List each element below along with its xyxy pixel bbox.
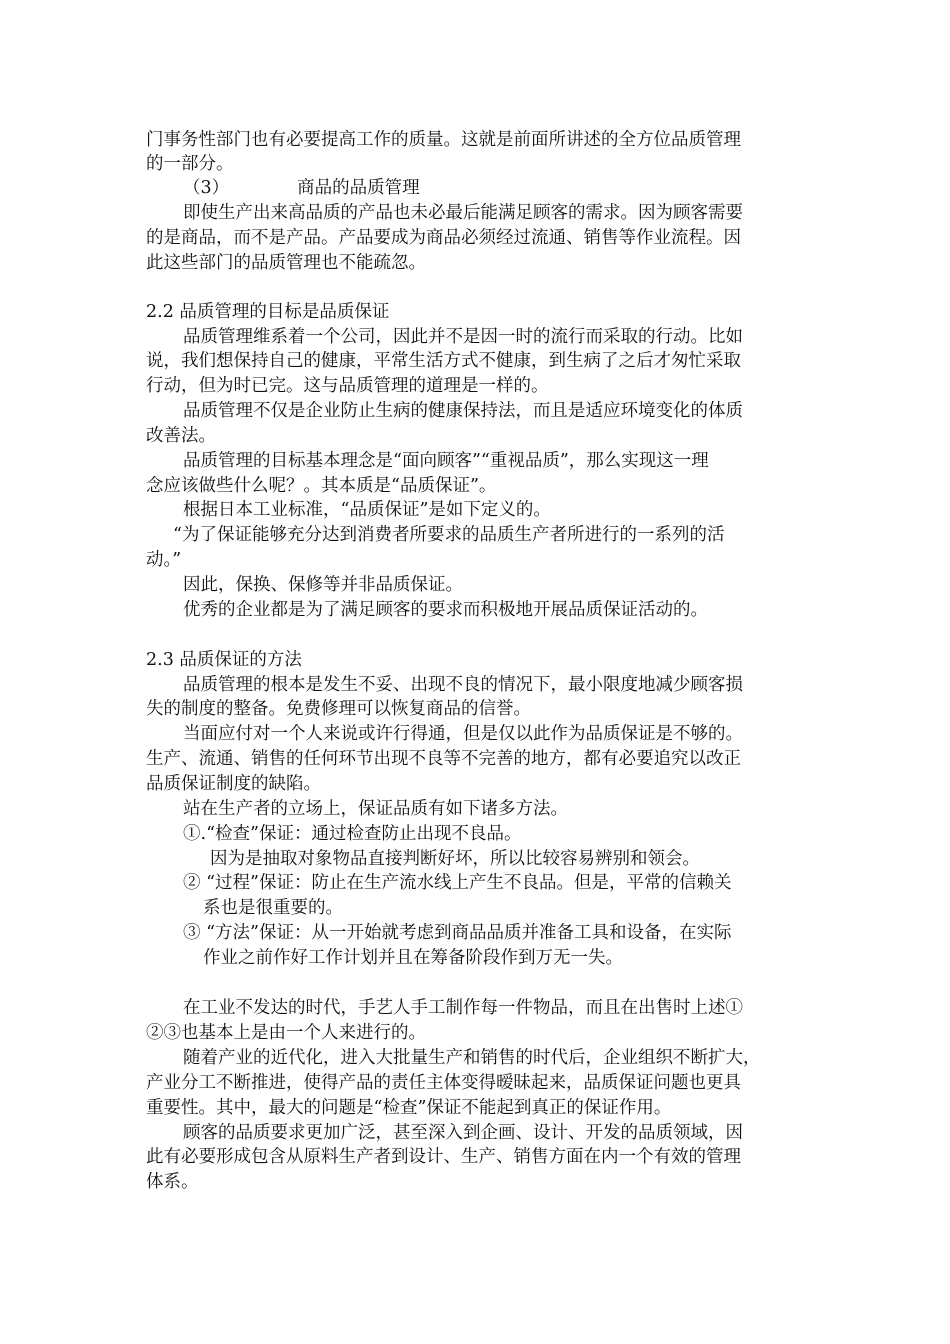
paragraph-line: 即使生产出来高品质的产品也未必最后能满足顾客的需求。因为顾客需要 bbox=[183, 203, 743, 223]
paragraph-line: 品质保证制度的缺陷。 bbox=[146, 774, 321, 794]
paragraph-line: 生产、流通、销售的任何环节出现不良等不完善的地方，都有必要追究以改正 bbox=[146, 749, 741, 769]
paragraph-line: 体系。 bbox=[146, 1172, 199, 1192]
paragraph-line: 门事务性部门也有必要提高工作的质量。这就是前面所讲述的全方位品质管理 bbox=[146, 130, 741, 150]
list-item: ③ “方法”保证：从一开始就考虑到商品品质并准备工具和设备，在实际 bbox=[183, 923, 732, 943]
paragraph-line: 品质管理的根本是发生不妥、出现不良的情况下，最小限度地减少顾客损 bbox=[183, 675, 743, 695]
paragraph-line: ②③也基本上是由一个人来进行的。 bbox=[146, 1023, 426, 1043]
paragraph-line: 在工业不发达的时代，手艺人手工制作每一件物品，而且在出售时上述① bbox=[183, 998, 743, 1018]
paragraph-line: 品质管理不仅是企业防止生病的健康保持法，而且是适应环境变化的体质 bbox=[183, 401, 743, 421]
paragraph-line: 品质管理维系着一个公司，因此并不是因一时的流行而采取的行动。比如 bbox=[183, 327, 743, 347]
section-heading: 2.3 品质保证的方法 bbox=[146, 650, 302, 670]
list-item: 系也是很重要的。 bbox=[203, 898, 343, 918]
paragraph-line: 根据日本工业标准，“品质保证”是如下定义的。 bbox=[183, 500, 551, 520]
paragraph-line: 失的制度的整备。免费修理可以恢复商品的信誉。 bbox=[146, 699, 531, 719]
list-item: 作业之前作好工作计划并且在筹备阶段作到万无一失。 bbox=[203, 948, 623, 968]
paragraph-line: 品质管理的目标基本理念是“面向顾客”“重视品质”，那么实现这一理 bbox=[183, 451, 709, 471]
paragraph-line: 顾客的品质要求更加广泛，甚至深入到企画、设计、开发的品质领域，因 bbox=[183, 1123, 743, 1143]
paragraph-line: 随着产业的近代化，进入大批量生产和销售的时代后，企业组织不断扩大， bbox=[183, 1048, 761, 1068]
paragraph-line: 说，我们想保持自己的健康，平常生活方式不健康，到生病了之后才匆忙采取 bbox=[146, 351, 741, 371]
quote-line: 动。” bbox=[146, 550, 182, 570]
paragraph-line: 念应该做些什么呢？。其本质是“品质保证”。 bbox=[146, 476, 497, 496]
subheading-title: 商品的品质管理 bbox=[297, 178, 420, 198]
paragraph-line: 的是商品，而不是产品。产品要成为商品必须经过流通、销售等作业流程。因 bbox=[146, 228, 741, 248]
quote-line: “为了保证能够充分达到消费者所要求的品质生产者所进行的一系列的活 bbox=[173, 525, 725, 545]
paragraph-line: 因此，保换、保修等并非品质保证。 bbox=[183, 575, 463, 595]
paragraph-line: 此有必要形成包含从原料生产者到设计、生产、销售方面在内一个有效的管理 bbox=[146, 1147, 741, 1167]
list-item: ①.“检查”保证：通过检查防止出现不良品。 bbox=[183, 824, 522, 844]
paragraph-line: 改善法。 bbox=[146, 426, 216, 446]
list-item: ② “过程”保证：防止在生产流水线上产生不良品。但是，平常的信赖关 bbox=[183, 873, 732, 893]
subheading-number: （3） bbox=[183, 178, 230, 198]
paragraph-line: 此这些部门的品质管理也不能疏忽。 bbox=[146, 253, 426, 273]
paragraph-line: 优秀的企业都是为了满足顾客的要求而积极地开展品质保证活动的。 bbox=[183, 600, 708, 620]
paragraph-line: 行动，但为时已完。这与品质管理的道理是一样的。 bbox=[146, 376, 549, 396]
paragraph-line: 的一部分。 bbox=[146, 154, 234, 174]
subheading bbox=[183, 176, 420, 200]
list-item-note: 因为是抽取对象物品直接判断好坏，所以比较容易辨别和领会。 bbox=[210, 849, 700, 869]
paragraph-line: 重要性。其中，最大的问题是“检查”保证不能起到真正的保证作用。 bbox=[146, 1098, 672, 1118]
paragraph-line: 当面应付对一个人来说或许行得通，但是仅以此作为品质保证是不够的。 bbox=[183, 724, 743, 744]
section-heading: 2.2 品质管理的目标是品质保证 bbox=[146, 302, 390, 322]
paragraph-line: 产业分工不断推进，使得产品的责任主体变得暧昧起来，品质保证问题也更具 bbox=[146, 1073, 741, 1093]
paragraph-line: 站在生产者的立场上，保证品质有如下诸多方法。 bbox=[183, 799, 568, 819]
